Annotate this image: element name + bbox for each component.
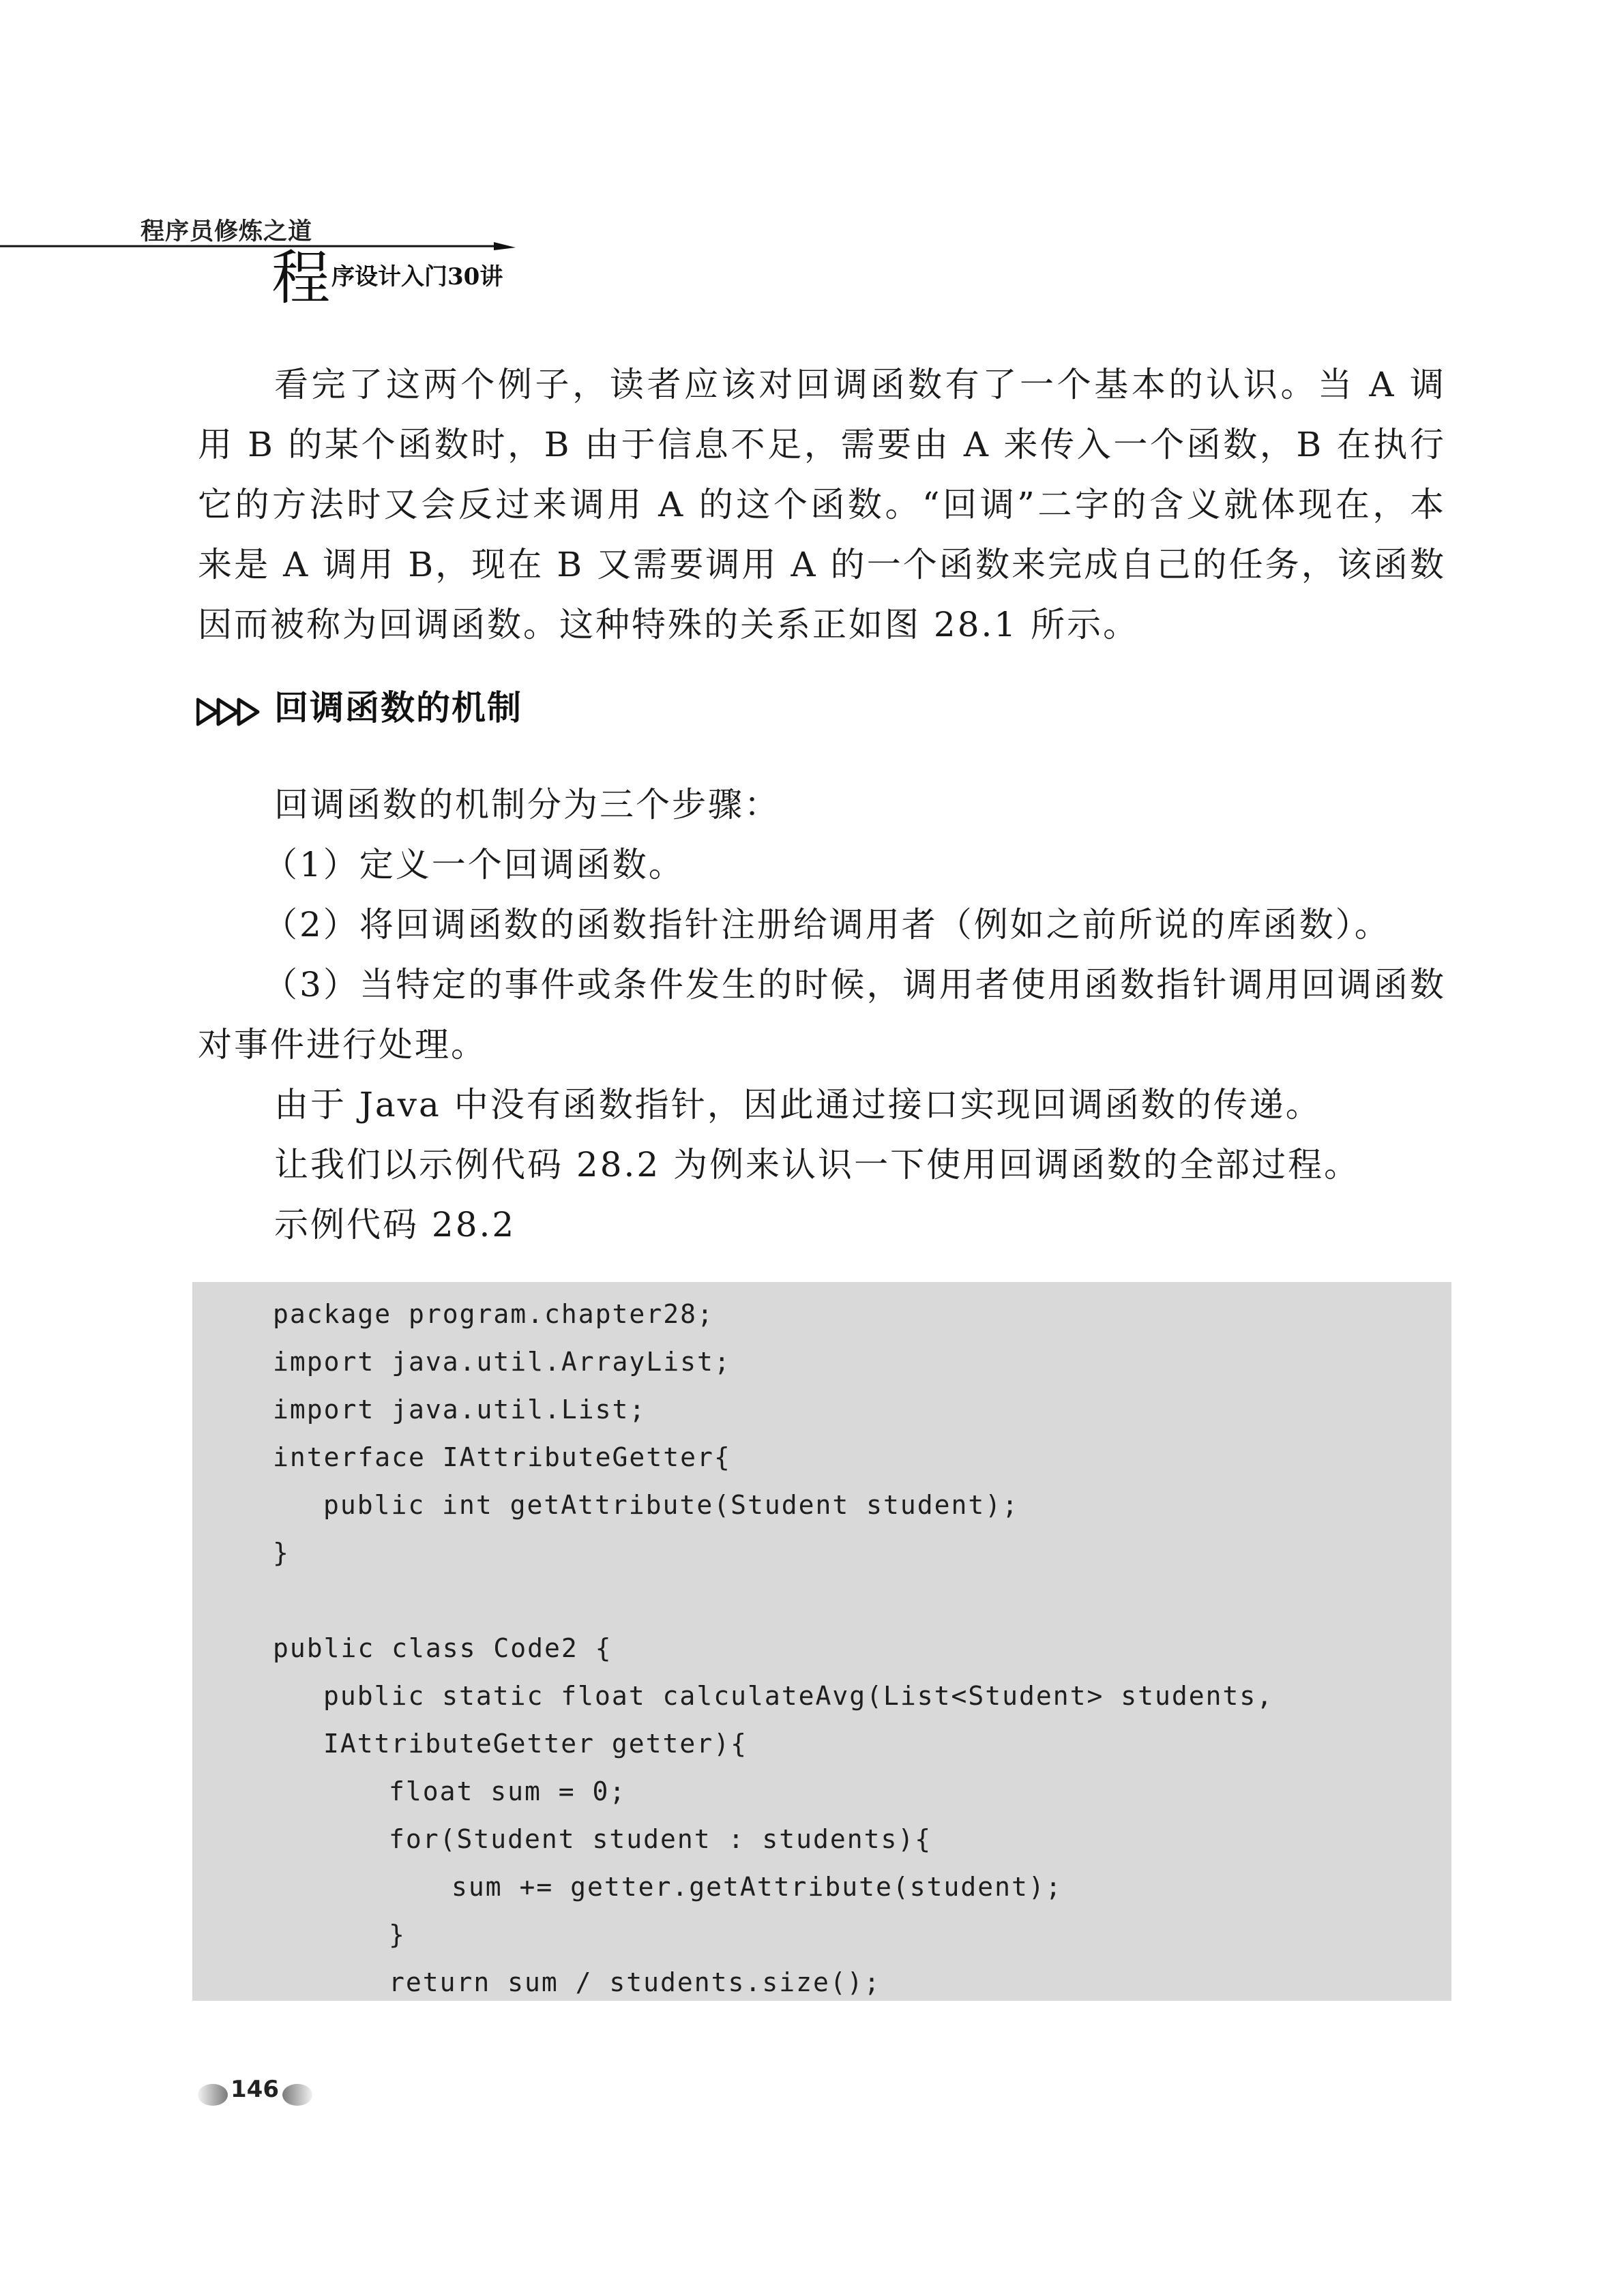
code-line: import java.util.List; xyxy=(273,1395,647,1425)
code-line: sum += getter.getAttribute(student); xyxy=(452,1872,1063,1902)
code-line: public class Code2 { xyxy=(273,1633,612,1663)
mechanism-step-2: （2）将回调函数的函数指针注册给调用者（例如之前所说的库函数）。 xyxy=(263,905,1391,944)
section-heading: 回调函数的机制 xyxy=(274,688,522,728)
code-line: package program.chapter28; xyxy=(273,1299,714,1329)
code-caption: 示例代码 28.2 xyxy=(274,1205,516,1244)
intro-paragraph: 看完了这两个例子，读者应该对回调函数有了一个基本的认识。当 A 调用 B 的某个函数时，B 由于信息不足，需要由 A 来传入一个函数，B 在执行它的方法时又会反过来调用 A 的这个函数。“回调”二字的含义就体现在，本来是 A 调用 B，现在 B 又需要调用 A 的一个函数来完成自己的任务，该函数因而被称为回调函数。这种特殊的关系正如图 28.1 所示。 xyxy=(198,365,1446,644)
header-series-title: 程序员修炼之道 xyxy=(141,218,313,245)
code-line: } xyxy=(389,1920,406,1950)
page-number: 146 xyxy=(231,2076,279,2103)
example-intro: 让我们以示例代码 28.2 为例来认识一下使用回调函数的全部过程。 xyxy=(274,1145,1361,1184)
code-line: interface IAttributeGetter{ xyxy=(273,1442,731,1472)
java-note: 由于 Java 中没有函数指针，因此通过接口实现回调函数的传递。 xyxy=(274,1085,1322,1124)
code-line: } xyxy=(273,1538,290,1568)
code-line: public static float calculateAvg(List<Student> students, xyxy=(323,1681,1274,1711)
page-number-left-ornament xyxy=(195,2083,228,2107)
mechanism-step-1: （1）定义一个回调函数。 xyxy=(263,845,685,884)
code-line: import java.util.ArrayList; xyxy=(273,1347,731,1377)
mechanism-lead: 回调函数的机制分为三个步骤： xyxy=(274,785,780,824)
mechanism-step-3: （3）当特定的事件或条件发生的时候，调用者使用函数指针调用回调函数对事件进行处理。 xyxy=(198,965,1446,1064)
code-line: public int getAttribute(Student student); xyxy=(323,1490,1019,1520)
code-line: float sum = 0; xyxy=(389,1776,627,1806)
code-line: IAttributeGetter getter){ xyxy=(323,1729,748,1759)
page-number-right-ornament xyxy=(282,2083,315,2107)
code-line: return sum / students.size(); xyxy=(389,1967,881,1997)
header-rule xyxy=(0,242,518,258)
code-line: for(Student student : students){ xyxy=(389,1824,932,1854)
section-arrows-icon xyxy=(196,697,262,727)
header-title-rest: 序设计入门30讲 xyxy=(331,263,503,290)
code-listing xyxy=(192,1282,1451,2001)
header-title-initial: 程 xyxy=(271,244,330,312)
